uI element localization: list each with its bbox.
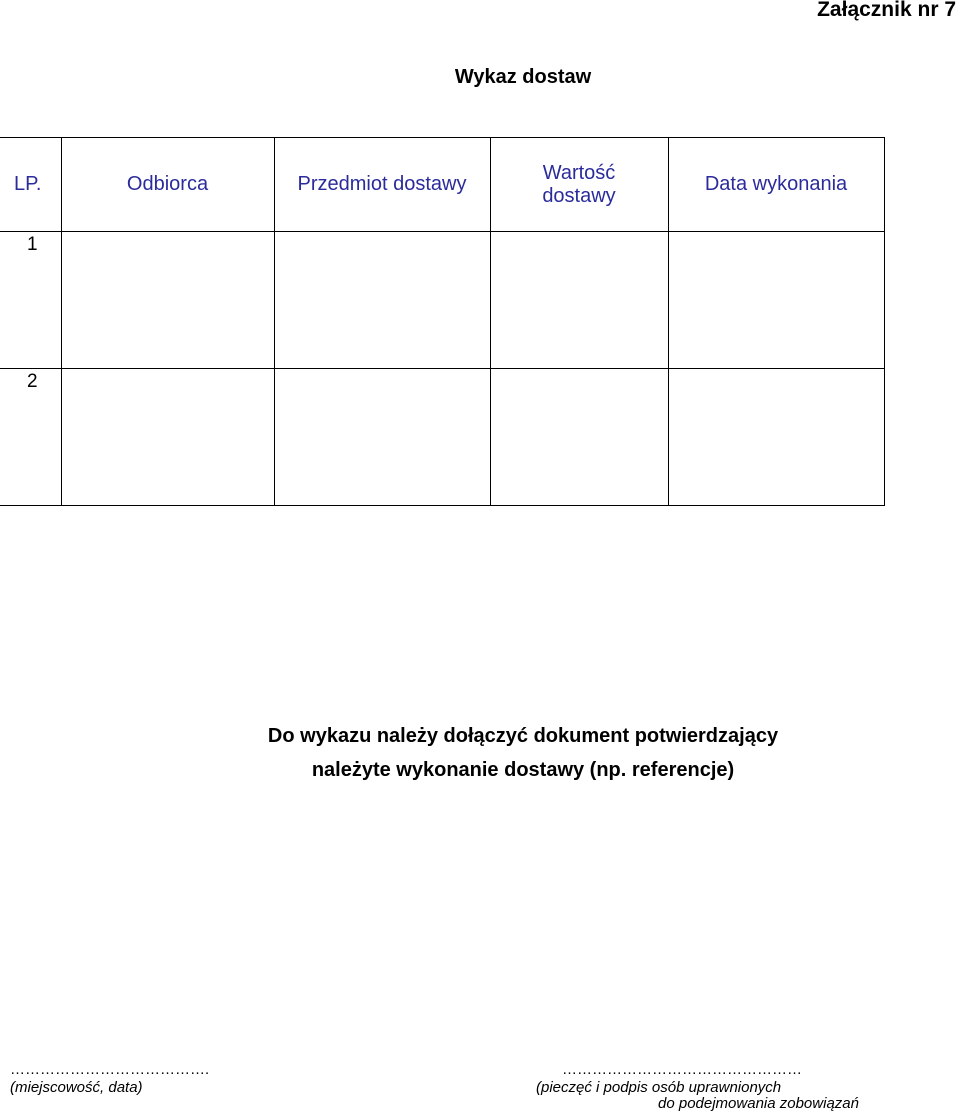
subject-cell[interactable] [274,369,490,506]
row-number: 1 [0,232,61,369]
stamp-caption-line-2: do podejmowania zobowiązań [658,1095,859,1112]
column-header-value-line2: dostawy [542,184,616,207]
date-cell[interactable] [668,369,884,506]
date-cell[interactable] [668,232,884,369]
note-line-2: należyte wykonanie dostawy (np. referencje) [311,759,735,781]
place-date-caption: (miejscowość, data) [10,1079,143,1096]
table-row [0,369,884,506]
column-header-value [490,138,668,232]
stamp-caption-line-1: (pieczęć i podpis osób uprawnionych [536,1079,782,1096]
place-date-dotted-line[interactable]: …………………………………. [10,1062,210,1078]
table-header-row [0,138,884,232]
column-header-subject: Przedmiot dostawy [274,138,490,232]
recipient-cell[interactable] [61,232,274,369]
subject-cell[interactable] [274,232,490,369]
column-header-recipient: Odbiorca [61,138,274,232]
recipient-cell[interactable] [61,369,274,506]
document-title: Wykaz dostaw [454,66,592,88]
column-header-no: LP. [0,138,61,232]
note-line-1: Do wykazu należy dołączyć dokument potwierdzający [267,725,779,747]
stamp-signature-dotted-line[interactable]: ………………………………………… [562,1062,802,1078]
row-number: 2 [0,369,61,506]
deliveries-table [0,137,885,506]
value-cell[interactable] [490,369,668,506]
table-row [0,232,884,369]
column-header-date: Data wykonania [668,138,884,232]
attachment-number: Załącznik nr 7 [817,0,956,21]
stamp-signature [536,1062,960,1112]
place-date-signature [10,1062,290,1096]
value-cell[interactable] [490,232,668,369]
column-header-value-line1: Wartość [542,161,616,184]
attachment-note [0,719,960,787]
